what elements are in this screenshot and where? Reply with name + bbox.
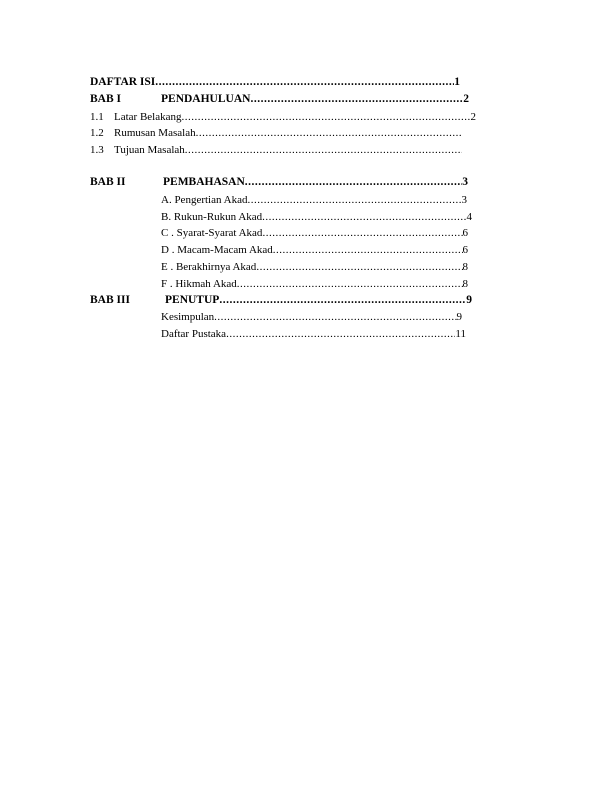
- entry-text: C . Syarat-Syarat Akad: [161, 227, 263, 239]
- section-number: 1.3: [90, 144, 104, 156]
- toc-title: DAFTAR ISI: [90, 76, 156, 88]
- toc-entry: [161, 210, 472, 224]
- bab2-heading: [163, 175, 468, 189]
- dot-leader: [262, 226, 462, 240]
- entry-page: 3: [461, 194, 467, 206]
- dot-leader: [182, 110, 471, 124]
- entry-page: 2: [470, 111, 476, 123]
- dot-leader: [247, 193, 461, 207]
- bab2-page: 3: [462, 176, 468, 188]
- entry-page: 11: [455, 328, 466, 340]
- entry-page: 8: [462, 261, 468, 273]
- entry-text: B. Rukun-Rukun Akad: [161, 211, 263, 223]
- entry-text: Kesimpulan: [161, 311, 215, 323]
- entry-text: Daftar Pustaka: [161, 328, 227, 340]
- bab1-title: PENDAHULUAN: [161, 93, 251, 105]
- section-number: 1.1: [90, 111, 104, 123]
- entry-page: 6: [462, 227, 468, 239]
- entry-text: A. Pengertian Akad: [161, 194, 248, 206]
- toc-title-line: [90, 75, 460, 89]
- entry-text: Rumusan Masalah: [114, 127, 196, 139]
- entry-text: F . Hikmah Akad: [161, 278, 237, 290]
- bab1-label: BAB I: [90, 93, 121, 105]
- dot-leader: [273, 243, 463, 257]
- dot-leader: [262, 210, 466, 224]
- bab1-heading: [161, 92, 469, 106]
- dot-leader: [245, 175, 462, 189]
- dot-leader: [219, 293, 466, 307]
- section-number: 1.2: [90, 127, 104, 139]
- toc-entry: [161, 226, 468, 240]
- entry-page: 8: [462, 278, 468, 290]
- dot-leader: [237, 277, 463, 291]
- toc-entry: [161, 277, 468, 291]
- entry-page: 6: [462, 244, 468, 256]
- toc-entry: [114, 143, 462, 157]
- toc-entry: [114, 110, 476, 124]
- bab2-title: PEMBAHASAN: [163, 176, 245, 188]
- bab2-label: BAB II: [90, 176, 126, 188]
- dot-leader: [226, 327, 455, 341]
- bab3-heading: [165, 293, 472, 307]
- toc-entry: [161, 310, 462, 324]
- bab1-page: 2: [463, 93, 469, 105]
- dot-leader: [185, 143, 462, 157]
- toc-entry: [161, 260, 468, 274]
- toc-entry: [161, 193, 467, 207]
- entry-text: Latar Belakang: [114, 111, 182, 123]
- entry-page: 9: [456, 311, 462, 323]
- toc-entry: [161, 327, 466, 341]
- entry-text: E . Berakhirnya Akad: [161, 261, 257, 273]
- entry-page: 4: [466, 211, 472, 223]
- bab3-page: 9: [466, 294, 472, 306]
- dot-leader: [250, 92, 463, 106]
- entry-text: Tujuan Masalah: [114, 144, 185, 156]
- bab3-title: PENUTUP: [165, 294, 220, 306]
- dot-leader: [214, 310, 456, 324]
- bab3-label: BAB III: [90, 294, 130, 306]
- toc-title-page: 1: [454, 76, 460, 88]
- toc-entry: [114, 126, 462, 140]
- entry-text: D . Macam-Macam Akad: [161, 244, 273, 256]
- dot-leader: [196, 126, 462, 140]
- dot-leader: [155, 75, 454, 89]
- dot-leader: [256, 260, 462, 274]
- toc-entry: [161, 243, 468, 257]
